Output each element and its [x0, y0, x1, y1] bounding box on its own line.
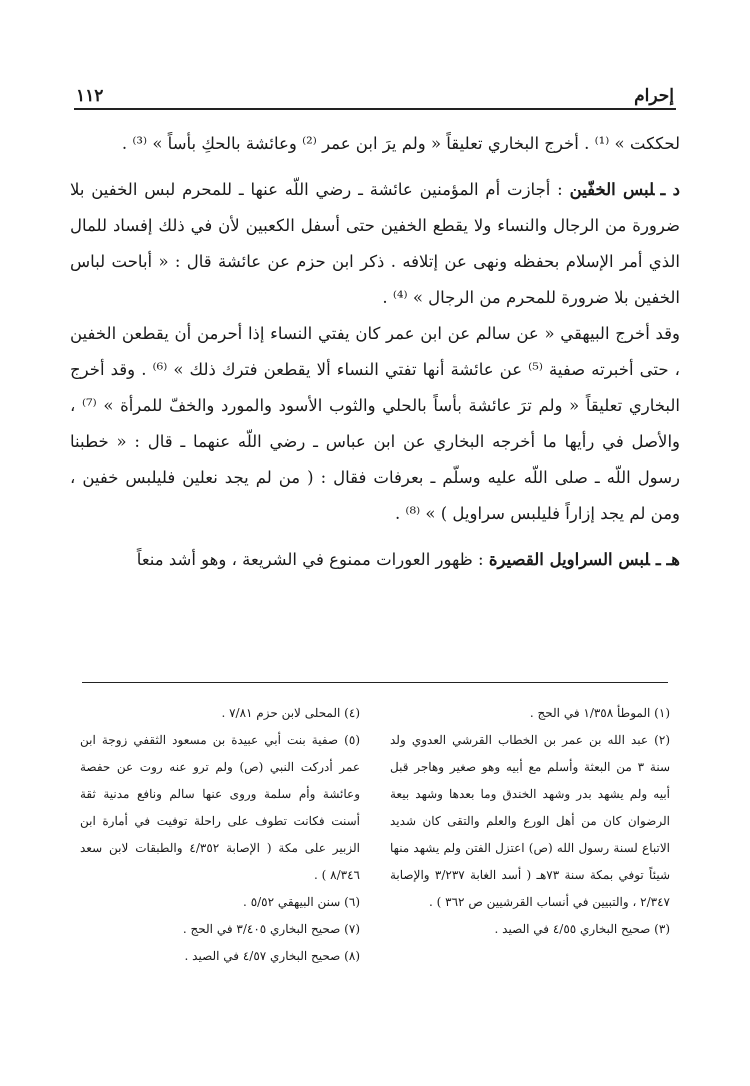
footnote: (٦) سنن البيهقي ٥/٥٢ . [243, 895, 360, 909]
section-h-text: : ظهور العورات ممنوع في الشريعة ، وهو أشد منعاً [136, 550, 484, 569]
footnote: (٢) عبد الله بن عمر بن الخطاب القرشي العدوي ولد سنة ٣ من البعثة وأسلم مع أبيه وهو صغير وهاجر قبل أبيه ولم يشهد بدر وشهد الخندق وما بعدها وشهد بيعة الرضوان كان من أهل الورع والعلم والتقى كان شديد الاتباع لسنة رسول الله (ص) اعتزل الفتن ولم يشهد منها شيئاً توفي بمكة سنة ٧٣هـ ( أسد الغابة ٣/٢٣٧ والإصابة ٢/٣٤٧ ، والتبيين في أنساب القرشيين ص ٣٦٢ ) . [390, 733, 671, 909]
footnotes [80, 700, 670, 970]
footnote: (٥) صفية بنت أبي عبيدة بن مسعود الثقفي زوجة ابن عمر أدركت النبي (ص) ولم ترو عنه روت عن حفصة وعائشة وأم سلمة وروى عنها سالم ونافع مدنية ثقة أسنت فكانت تطوف على راحلة توفيت في أمارة ابن الزبير على مكة ( الإصابة ٤/٣٥٢ والطبقات لابن سعد ٨/٣٤٦ ) . [80, 733, 360, 882]
section-d-title: لبس الخفّين [569, 180, 655, 199]
section-h [70, 542, 680, 578]
header-divider [74, 108, 676, 110]
main-text [70, 126, 680, 578]
page-number: ١١٢ [76, 86, 104, 106]
page-header [76, 76, 674, 106]
footnote: (٨) صحيح البخاري ٤/٥٧ في الصيد . [184, 949, 360, 963]
section-d-text-2: وقد أخرج البيهقي « عن سالم عن ابن عمر كان يفتي النساء إذا أحرمن أن يقطعن الخفين ، حتى أخبرته صفية ⁽⁵⁾ عن عائشة أنها تفتي النساء ألا يقطعن فترك ذلك » ⁽⁶⁾ . وقد أخرج البخاري تعليقاً « ولم ترَ عائشة بأساً بالحلي والثوب الأسود والمورد والخفّ للمرأة » ⁽⁷⁾ ، والأصل في رأيها ما أخرجه البخاري عن ابن عباس ـ رضي اللّه عنهما ـ قال : « خطبنا رسول اللّه ـ صلى اللّه عليه وسلّم ـ بعرفات فقال : ( من لم يجد نعلين فليلبس خفين ، ومن لم يجد إزاراً فليلبس سراويل ) » ⁽⁸⁾ . [70, 324, 680, 523]
footnote-divider [82, 682, 668, 683]
footnote: (٧) صحيح البخاري ٣/٤٠٥ في الحج . [182, 922, 360, 936]
footnote: (٣) صحيح البخاري ٤/٥٥ في الصيد . [494, 922, 670, 936]
section-d-marker: د ـ [660, 180, 681, 199]
section-h-title: لبس السراويل القصيرة [488, 550, 650, 569]
footnote: (٤) المحلى لابن حزم ٧/٨١ . [221, 706, 360, 720]
footnote: (١) الموطأ ١/٣٥٨ في الحج . [529, 706, 670, 720]
section-d-text-1: : أجازت أم المؤمنين عائشة ـ رضي اللّه عنها ـ للمحرم لبس الخفين بلا ضرورة من الرجال والنساء ولا يقطع الخفين حتى أسفل الكعبين لأن في ذلك إفساد للمال الذي أمر الإسلام بحفظه ونهى عن إتلافه . ذكر ابن حزم عن عائشة قال : « أباحت لباس الخفين بلا ضرورة للمحرم من الرجال » ⁽⁴⁾ . [70, 180, 680, 307]
running-title: إحرام [634, 86, 674, 106]
section-h-marker: هـ ـ [655, 550, 680, 569]
section-d [70, 172, 680, 316]
footnotes-right-column [390, 700, 670, 970]
footnotes-left-column [80, 700, 360, 970]
paragraph-continuation: لحككت » ⁽¹⁾ . أخرج البخاري تعليقاً « ولم يرَ ابن عمر ⁽²⁾ وعائشة بالحكِ بأساً » ⁽³⁾ . [121, 134, 680, 153]
